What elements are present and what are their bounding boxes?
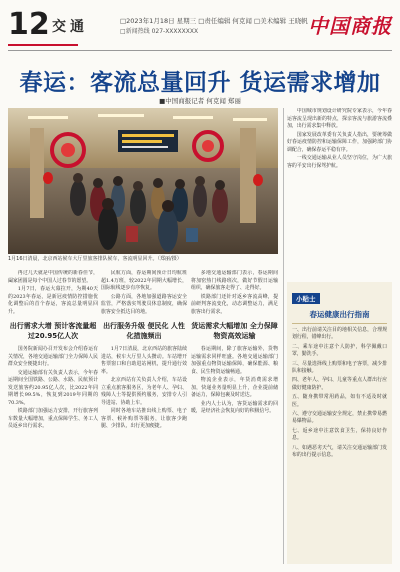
subheading-freight-demand: 货运需求大幅增加 全力保障物资高效运输	[191, 322, 278, 340]
tips-badge: 小贴士	[292, 293, 320, 304]
header-meta-2: □新闻热线 027-XXXXXXXX	[120, 28, 199, 35]
paragraph: 多地交通运输部门表示，春运期间将加密热门线路班次，做好节假日运输组织，确保旅客走得了、走得好。	[191, 270, 278, 291]
section-label: 交通	[52, 19, 88, 35]
paragraph: 国务院新闻办召开发布会介绍春运有关情况，各地交通运输部门全力保障人民群众安全便捷出行。	[8, 346, 98, 367]
paragraph: 铁路部门加强运力安排，开行旅客列车数量大幅增加，重点保障学生、务工人员返乡出行需求。	[8, 408, 98, 429]
header-meta: □2023年1月18日 星期三 □责任编辑 何克闻 □美术编辑 王晓帆	[120, 17, 308, 25]
paragraph: 物流企业表示，年货消费需求增加，快递业务量明显上升，企业提前储备运力，保障包裹及时送达。	[191, 377, 278, 398]
accent-rule	[8, 44, 78, 46]
subheading-service-upgrade: 出行服务升级 便民化 人性化措施频出	[103, 322, 185, 340]
article-column-3	[191, 270, 278, 564]
article-byline: ■中国商报记者 何克闻 郑丽	[159, 97, 241, 105]
tip-item: 六、遵守交通运输安全规定，禁止携带易燃易爆物品。	[292, 411, 387, 425]
article-column-4	[287, 108, 392, 276]
paragraph: 铁路部门还针对返乡客流高峰，提前研判客流变化，动态调整运力，满足旅客出行需求。	[191, 293, 278, 315]
paragraph: 业内人士认为，客货运输需求的回暖，是经济社会恢复向好的积极信号。	[191, 400, 278, 414]
subheading-travel-demand: 出行需求大增 预计客流量超过20.95亿人次	[9, 322, 97, 340]
article-column-2	[101, 270, 187, 564]
article-headline: 春运：客流总量回升 货运需求增加	[19, 70, 381, 96]
tips-title: 春运健康出行指南	[309, 310, 370, 319]
paragraph: 中国城市规划设计研究院专家表示，今年春运客流呈现出新的特点，探亲客流与旅游客流叠加，出行需求集中释放。	[287, 108, 392, 129]
paragraph: 春运期间，除了旅客运输外，货物运输需求同样旺盛。各地交通运输部门加强重点物资运输保障，确保能源、粮食、民生物资运输畅通。	[191, 346, 278, 375]
paragraph: 1月7日，春运大幕拉开，为期40天的2023年春运，是新冠疫情防控措施优化调整后的首个春运，客流总量明显回升。	[8, 286, 98, 315]
column-divider	[283, 108, 284, 564]
paragraph: 民航方面，春运期间预计日均航班超1.4万班，较2022年同期大幅增长，国际航线逐步有序恢复。	[101, 270, 187, 291]
tips-list	[292, 327, 387, 460]
paragraph: 北京西站有关负责人介绍，车站设立重点旅客服务区，为老年人、孕妇、残障人士等提供预约服务，安排专人引导进站、协助上车。	[101, 377, 187, 406]
tips-divider	[292, 323, 387, 324]
paragraph: 国家发展改革委有关负责人指出，要统筹做好春运疫情防控和运输保障工作，加强跨部门协调配合，确保春运平稳有序。	[287, 131, 392, 153]
tip-item: 八、如遇恶劣天气，请关注交通运输部门发布的出行提示信息。	[292, 444, 387, 459]
photo-caption: 1月16日清晨，北京西站候车大厅里旅客排队候车，客流明显回升。（郑丽/摄）	[8, 256, 182, 262]
article-column-1	[8, 270, 98, 564]
tip-item: 七、返乡途中注意饮食卫生，保持良好作息。	[292, 427, 387, 442]
station-photo	[8, 108, 278, 254]
paragraph: 1月7日清晨，北京西站的旅客陆续进站，候车大厅里人头攒动。车站增开售票窗口和自助进站闸机，提升通行效率。	[101, 346, 187, 375]
tip-item: 五、随身携带常用药品，如有不适及时就医。	[292, 394, 387, 408]
tip-item: 一、出行前请关注目的地相关信息，合理规划行程，错峰出行。	[292, 327, 387, 341]
header-divider	[8, 50, 392, 51]
paragraph: 公路方面，各地加强道路客运安全监管，严格落实驾驶员休息制度，确保旅客安全抵达目的地。	[101, 293, 187, 315]
paragraph: 一线交通运输从业人员坚守岗位，为广大旅客的平安出行保驾护航。	[287, 155, 392, 169]
paragraph: 再过几天就是中国传统的新春佳节，阖家团圆是每个中国人过春节的愿望。	[8, 270, 98, 284]
tip-item: 四、老年人、孕妇、儿童等重点人群出行应做好健康防护。	[292, 377, 387, 391]
paragraph: 交通运输部有关负责人表示，今年春运期间全国铁路、公路、水路、民航预计发送旅客约20.95亿人次，比2022年同期增长99.5%，恢复到2019年同期的70.3%。	[8, 369, 98, 406]
tips-sidebar	[287, 282, 392, 564]
tip-item: 三、尽量选择线上购票和电子客票，减少排队和接触。	[292, 360, 387, 375]
paragraph: 同时各地车站推出线上购票、电子客票、候补购票等服务，让旅客少跑腿、少排队，出行更加便捷。	[101, 408, 187, 429]
tip-item: 二、乘车途中注意个人防护，科学佩戴口罩，勤洗手。	[292, 343, 387, 358]
masthead-logo: 中国商报	[308, 14, 392, 38]
page-header	[8, 7, 392, 54]
page-number: 12	[8, 7, 50, 42]
